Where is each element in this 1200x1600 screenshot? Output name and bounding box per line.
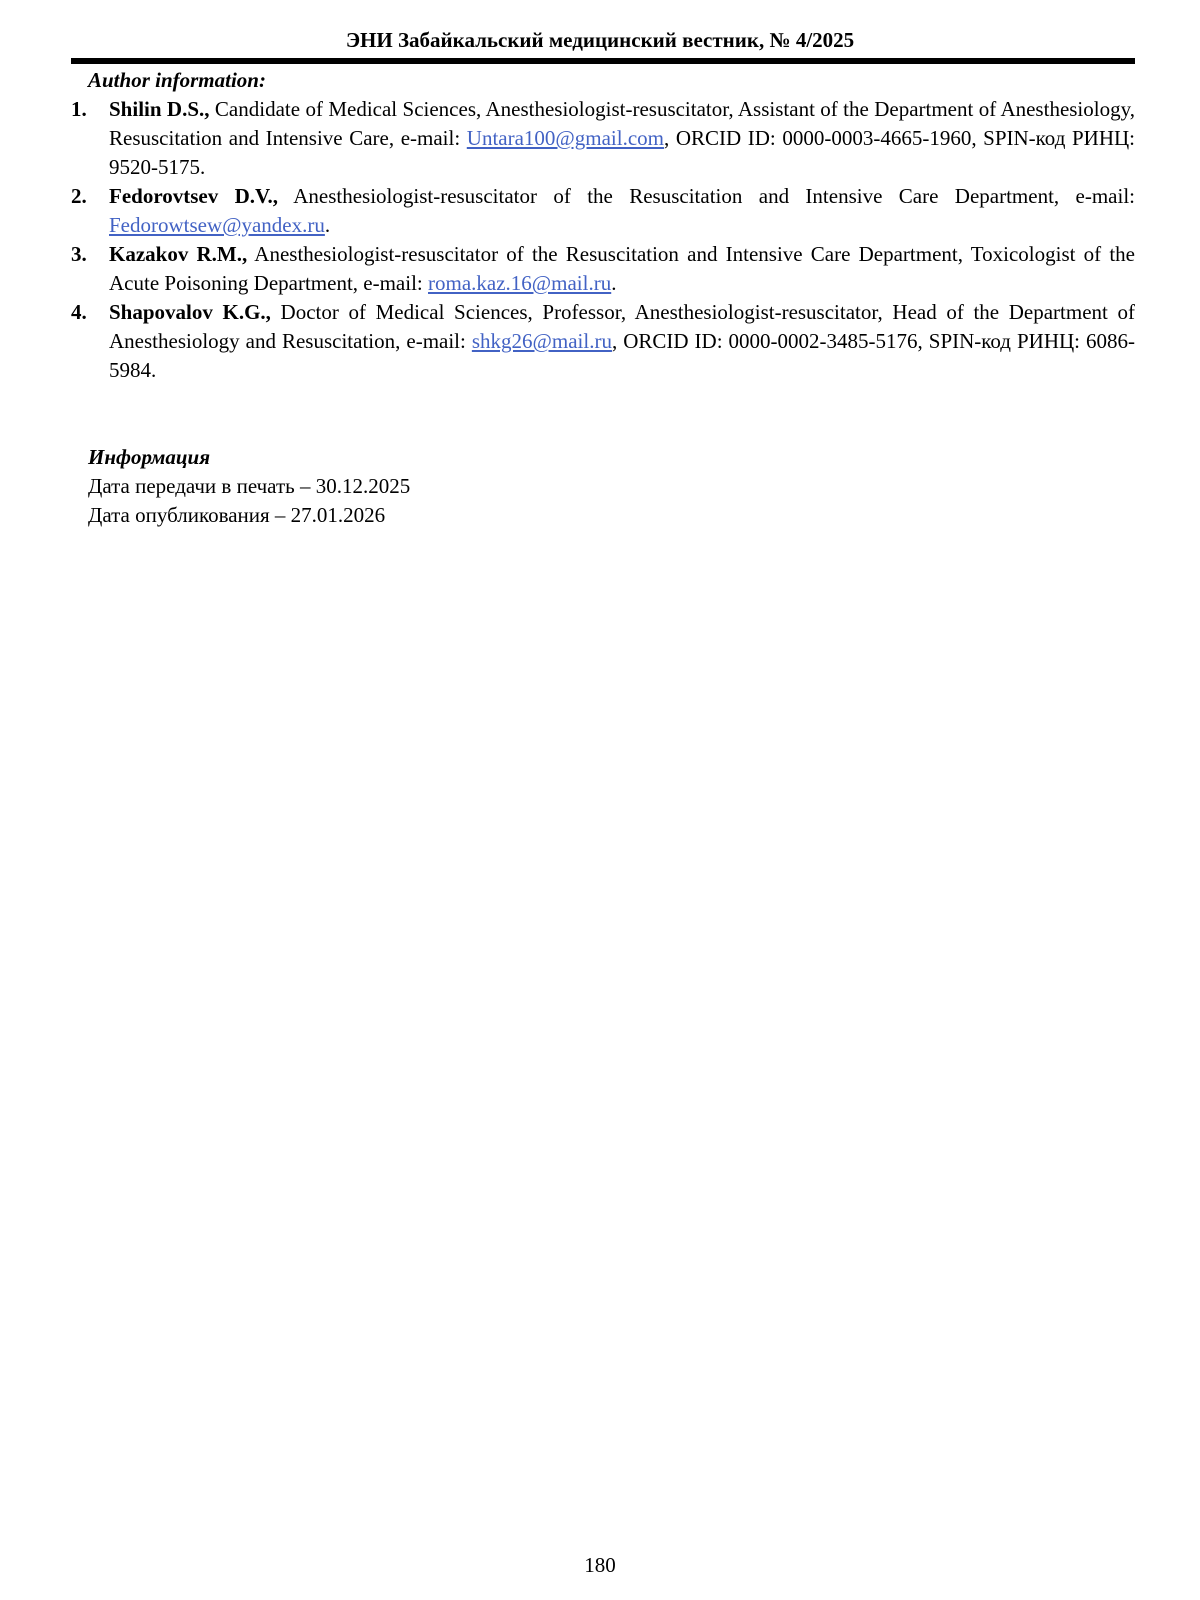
author-info-heading: Author information:	[88, 68, 266, 92]
publication-info-block	[88, 443, 410, 530]
author-item	[71, 182, 1135, 240]
journal-header-title: ЭНИ Забайкальский медицинский вестник, № 4/2025	[345, 28, 855, 52]
author-details-tail: , ORCID ID: 0000-0003-4665-1960, SPIN-код РИНЦ: 9520-5175.	[109, 126, 1135, 179]
author-description	[109, 298, 1135, 385]
publication-info-heading: Информация	[88, 445, 211, 469]
author-details-tail: .	[611, 271, 617, 295]
author-name: Kazakov R.M.,	[109, 242, 248, 266]
page-number: 180	[584, 1553, 616, 1577]
author-details: Anesthesiologist-resuscitator of the Resuscitation and Intensive Care Department, e-mail:	[278, 184, 1135, 208]
author-name: Fedorovtsev D.V.,	[109, 184, 278, 208]
author-details-tail: , ORCID ID: 0000-0002-3485-5176, SPIN-код РИНЦ: 6086-5984.	[109, 329, 1135, 382]
author-number: 4.	[71, 300, 87, 324]
author-name: Shapovalov K.G.,	[109, 300, 271, 324]
author-item	[71, 298, 1135, 385]
email-link[interactable]: Fedorowtsew@yandex.ru	[109, 213, 325, 237]
author-details: Candidate of Medical Sciences, Anesthesiologist-resuscitator, Assistant of the Department of Anesthesiology, Resuscitation and Intensive Care, e-mail:	[109, 97, 1135, 150]
author-details: Anesthesiologist-resuscitator of the Resuscitation and Intensive Care Department, Toxicologist of the Acute Poisoning Department, e-mail:	[109, 242, 1136, 295]
author-name: Shilin D.S.,	[109, 97, 210, 121]
author-number: 3.	[71, 242, 87, 266]
email-link[interactable]: roma.kaz.16@mail.ru	[428, 271, 612, 295]
author-description	[109, 182, 1135, 240]
author-details-tail: .	[324, 213, 331, 237]
publish-date: Дата опубликования – 27.01.2026	[88, 503, 386, 527]
email-link[interactable]: Untara100@gmail.com	[466, 126, 664, 150]
author-details: Doctor of Medical Sciences, Professor, Anesthesiologist-resuscitator, Head of the Department of Anesthesiology and Resuscitation, e-mail:	[109, 300, 1135, 353]
author-item	[71, 240, 1135, 298]
email-link[interactable]: shkg26@mail.ru	[471, 329, 612, 353]
author-description	[109, 95, 1135, 182]
author-list	[71, 95, 1135, 385]
author-number: 2.	[71, 184, 87, 208]
author-number: 1.	[71, 97, 87, 121]
author-description	[109, 240, 1135, 298]
author-item	[71, 95, 1135, 182]
header-divider	[71, 58, 1135, 64]
print-date: Дата передачи в печать – 30.12.2025	[88, 474, 411, 498]
